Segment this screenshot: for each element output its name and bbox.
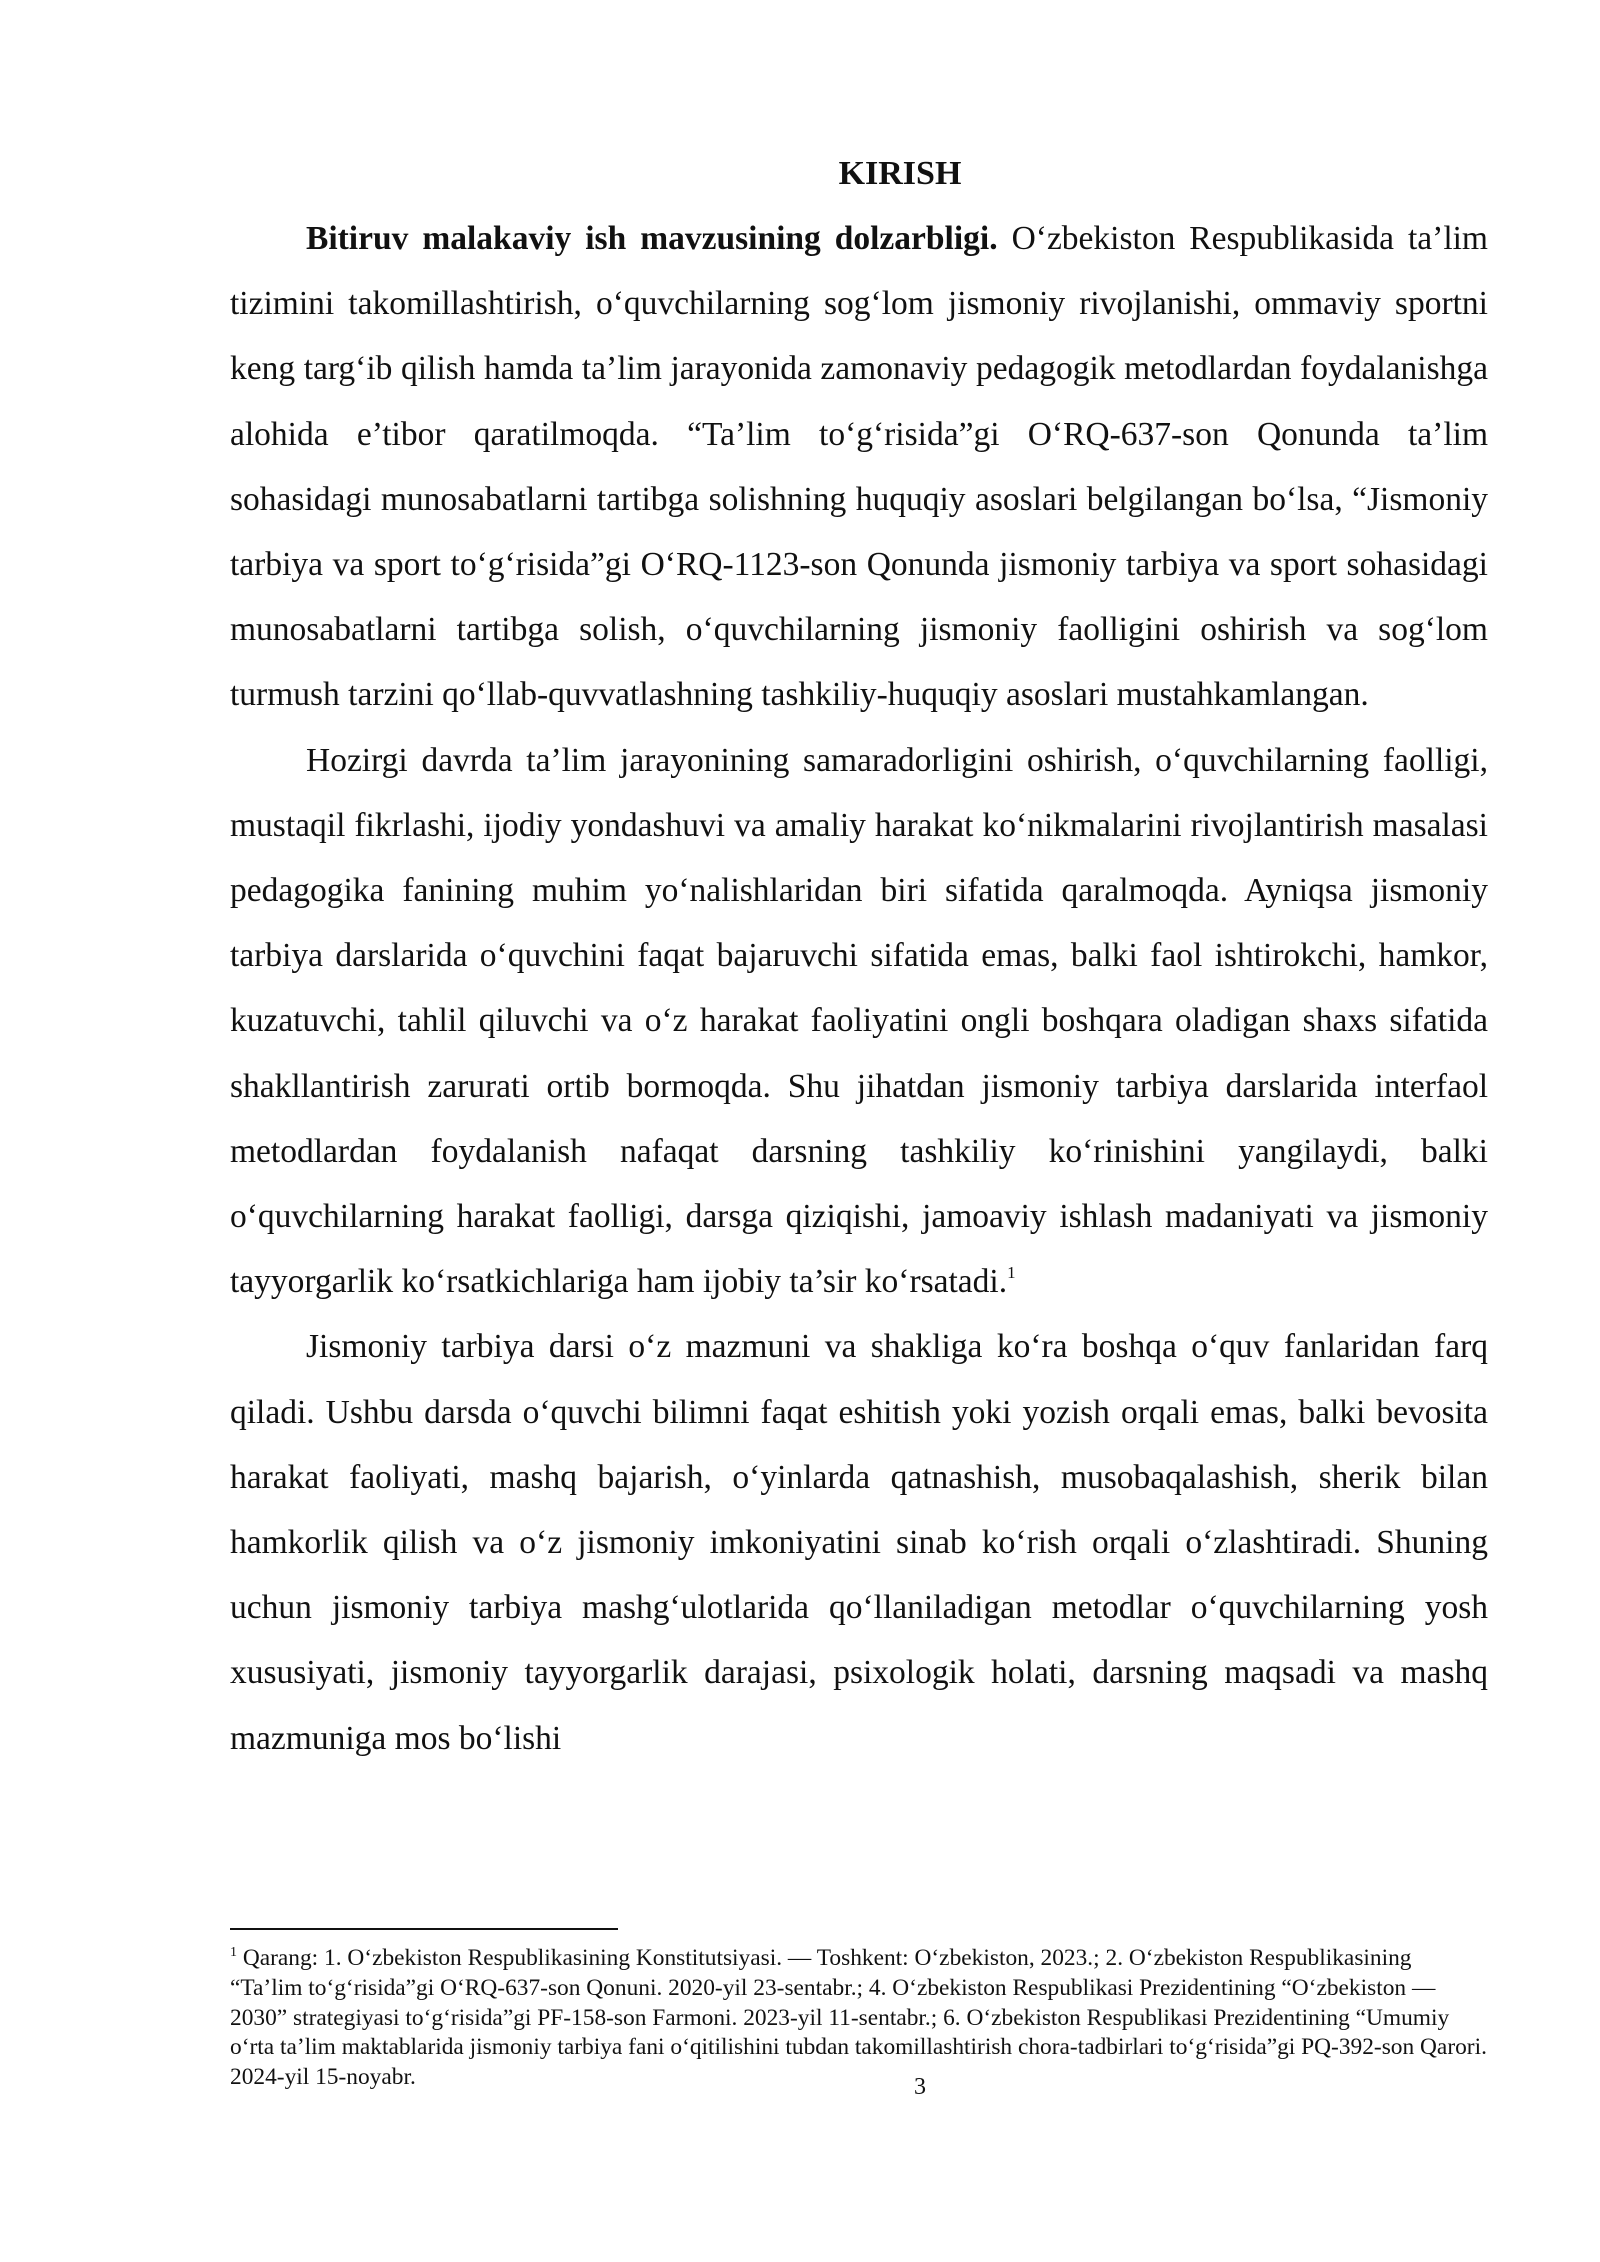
- footnote: [230, 1944, 1488, 2093]
- footnote-mark: 1: [230, 1945, 237, 1960]
- paragraph-relevance: [230, 206, 1488, 728]
- section-heading: KIRISH: [838, 155, 962, 192]
- body-text: [230, 206, 1488, 1771]
- footnote-separator: [230, 1928, 618, 1930]
- footnote-reference[interactable]: 1: [1007, 1263, 1016, 1283]
- paragraph-text: O‘zbekiston Respublikasida ta’lim tizimini takomillashtirish, o‘quvchilarning sog‘lom jismoniy rivojlanishi, ommaviy sportni keng targ‘ib qilish hamda ta’lim jarayonida zamonaviy pedagogik metodlardan foydalanishga alohida e’tibor qaratilmoqda. “Ta’lim to‘g‘risida”gi O‘RQ-637-son Qonunda ta’lim sohasidagi munosabatlarni tartibga solishning huquqiy asoslari belgilangan bo‘lsa, “Jismoniy tarbiya va sport to‘g‘risida”gi O‘RQ-1123-son Qonunda jismoniy tarbiya va sport sohasidagi munosabatlarni tartibga solish, o‘quvchilarning jismoniy faolligini oshirish va sog‘lom turmush tarzini qo‘llab-quvvatlashning tashkiliy-huquqiy asoslari mustahkamlangan.: [230, 220, 1488, 714]
- paragraph-lead: Bitiruv malakaviy ish mavzusining dolzarbligi.: [306, 220, 998, 257]
- paragraph-text: Jismoniy tarbiya darsi o‘z mazmuni va shakliga ko‘ra boshqa o‘quv fanlaridan farq qiladi. Ushbu darsda o‘quvchi bilimni faqat eshitish yoki yozish orqali emas, balki bevosita harakat faoliyati, mashq bajarish, o‘yinlarda qatnashish, musobaqalashish, sherik bilan hamkorlik qilish va o‘z jismoniy imkoniyatini sinab ko‘rish orqali o‘zlashtiradi. Shuning uchun jismoniy tarbiya mashg‘ulotlarida qo‘llaniladigan metodlar o‘quvchilarning yosh xususiyati, jismoniy tayyorgarlik darajasi, psixologik holati, darsning maqsadi va mashq mazmuniga mos bo‘lishi: [230, 1328, 1488, 1757]
- paragraph-text: Hozirgi davrda ta’lim jarayonining samaradorligini oshirish, o‘quvchilarning faolligi, mustaqil fikrlashi, ijodiy yondashuvi va amaliy harakat ko‘nikmalarini rivojlantirish masalasi pedagogika fanining muhim yo‘nalishlaridan biri sifatida qaralmoqda. Ayniqsa jismoniy tarbiya darslarida o‘quvchini faqat bajaruvchi sifatida emas, balki faol ishtirokchi, hamkor, kuzatuvchi, tahlil qiluvchi va o‘z harakat faoliyatini ongli boshqara oladigan shaxs sifatida shakllantirish zarurati ortib bormoqda. Shu jihatdan jismoniy tarbiya darslarida interfaol metodlardan foydalanish nafaqat darsning tashkiliy ko‘rinishini yangilaydi, balki o‘quvchilarning harakat faolligi, darsga qiziqishi, jamoaviy ishlash madaniyati va jismoniy tayyorgarlik ko‘rsatkichlariga ham ijobiy ta’sir ko‘rsatadi.: [230, 741, 1488, 1301]
- paragraph-current-period: [230, 728, 1488, 1315]
- paragraph-pe-lesson: [230, 1314, 1488, 1770]
- footnote-text: Qarang: 1. O‘zbekiston Respublikasining Konstitutsiyasi. — Toshkent: O‘zbekiston, 2023.; 2. O‘zbekiston Respublikasining “Ta’lim to‘g‘risida”gi O‘RQ-637-son Qonuni. 2020-yil 23-sentabr.; 4. O‘zbekiston Respublikasi Prezidentining “O‘zbekiston — 2030” strategiyasi to‘g‘risida”gi PF-158-son Farmoni. 2023-yil 11-sentabr.; 6. O‘zbekiston Respublikasi Prezidentining “Umumiy o‘rta ta’lim maktablarida jismoniy tarbiya fani o‘qitilishini tubdan takomillashtirish chora-tadbirlari to‘g‘risida”gi PQ-392-son Qarori. 2024-yil 15-noyabr.: [230, 1945, 1487, 2091]
- page-number: 3: [914, 2074, 926, 2100]
